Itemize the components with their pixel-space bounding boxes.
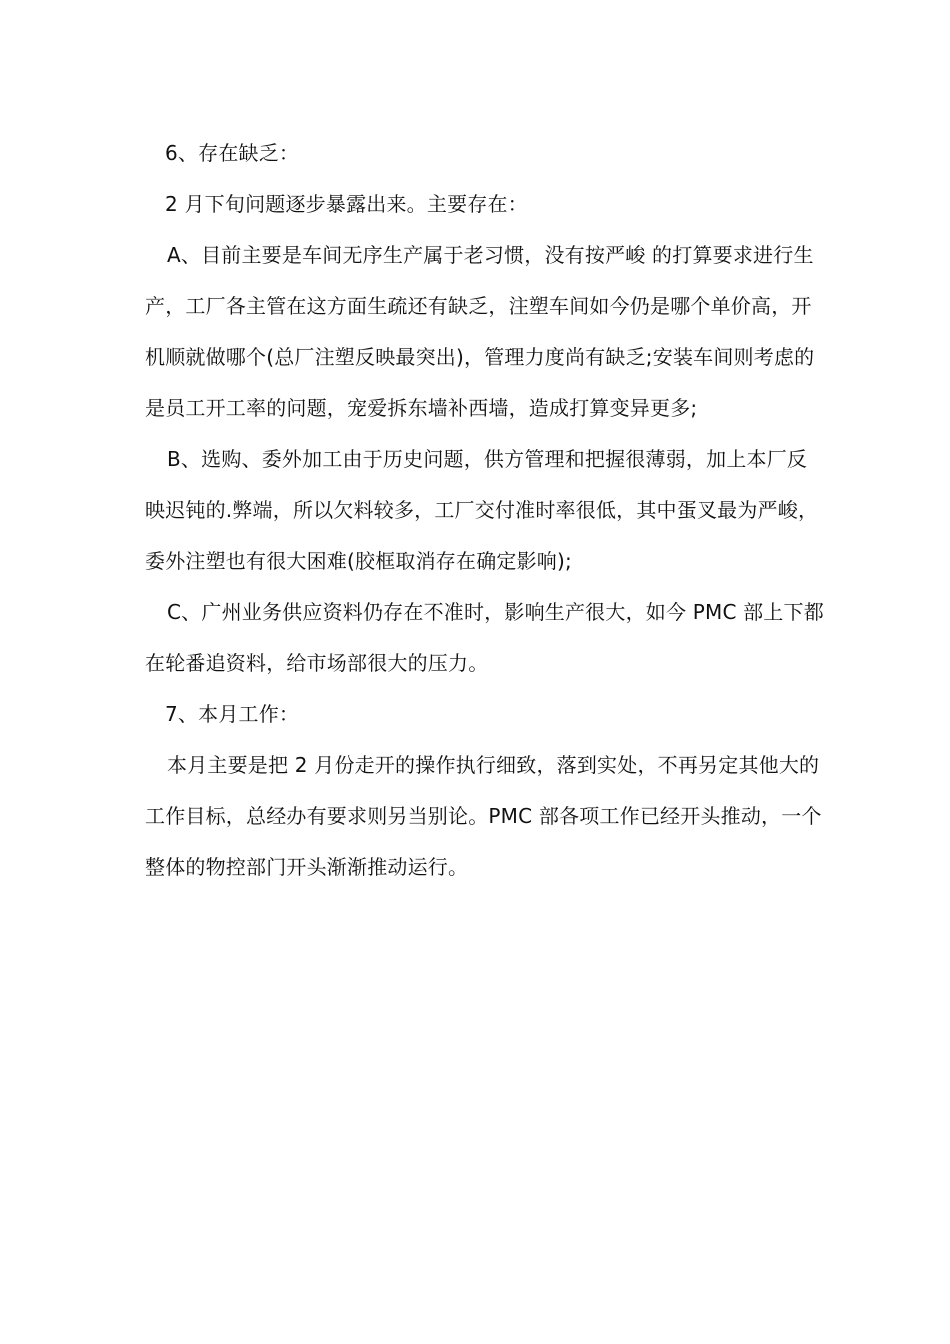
document-body xyxy=(145,128,825,893)
section-7-body: 本月主要是把 2 月份走开的操作执行细致，落到实处，不再另定其他大的工作目标，总经办有要求则另当别论。PMC 部各项工作已经开头推动，一个整体的物控部门开头渐渐推动运行。 xyxy=(145,753,822,879)
section-7-heading: 7、本月工作： xyxy=(165,702,300,726)
issue-item-a: A、目前主要是车间无序生产属于老习惯，没有按严峻 的打算要求进行生产，工厂各主管在这方面生疏还有缺乏，注塑车间如今仍是哪个单价高，开机顺就做哪个(总厂注塑反映最突出)，管理力度尚有缺乏;安装车间则考虑的是员工开工率的问题，宠爱拆东墙补西墙，造成打算变异更多; xyxy=(145,243,815,420)
section-6-heading: 6、存在缺乏： xyxy=(165,141,300,165)
issue-item-b: B、选购、委外加工由于历史问题，供方管理和把握很薄弱，加上本厂反映迟钝的.弊端，所以欠料较多，工厂交付准时率很低，其中蛋叉最为严峻，委外注塑也有很大困难(胶框取消存在确定影响); xyxy=(145,447,819,573)
issue-item-c: C、广州业务供应资料仍存在不准时，影响生产很大，如今 PMC 部上下都在轮番追资料，给市场部很大的压力。 xyxy=(145,600,824,675)
section-6-intro: 2 月下旬问题逐步暴露出来。主要存在： xyxy=(165,192,528,216)
